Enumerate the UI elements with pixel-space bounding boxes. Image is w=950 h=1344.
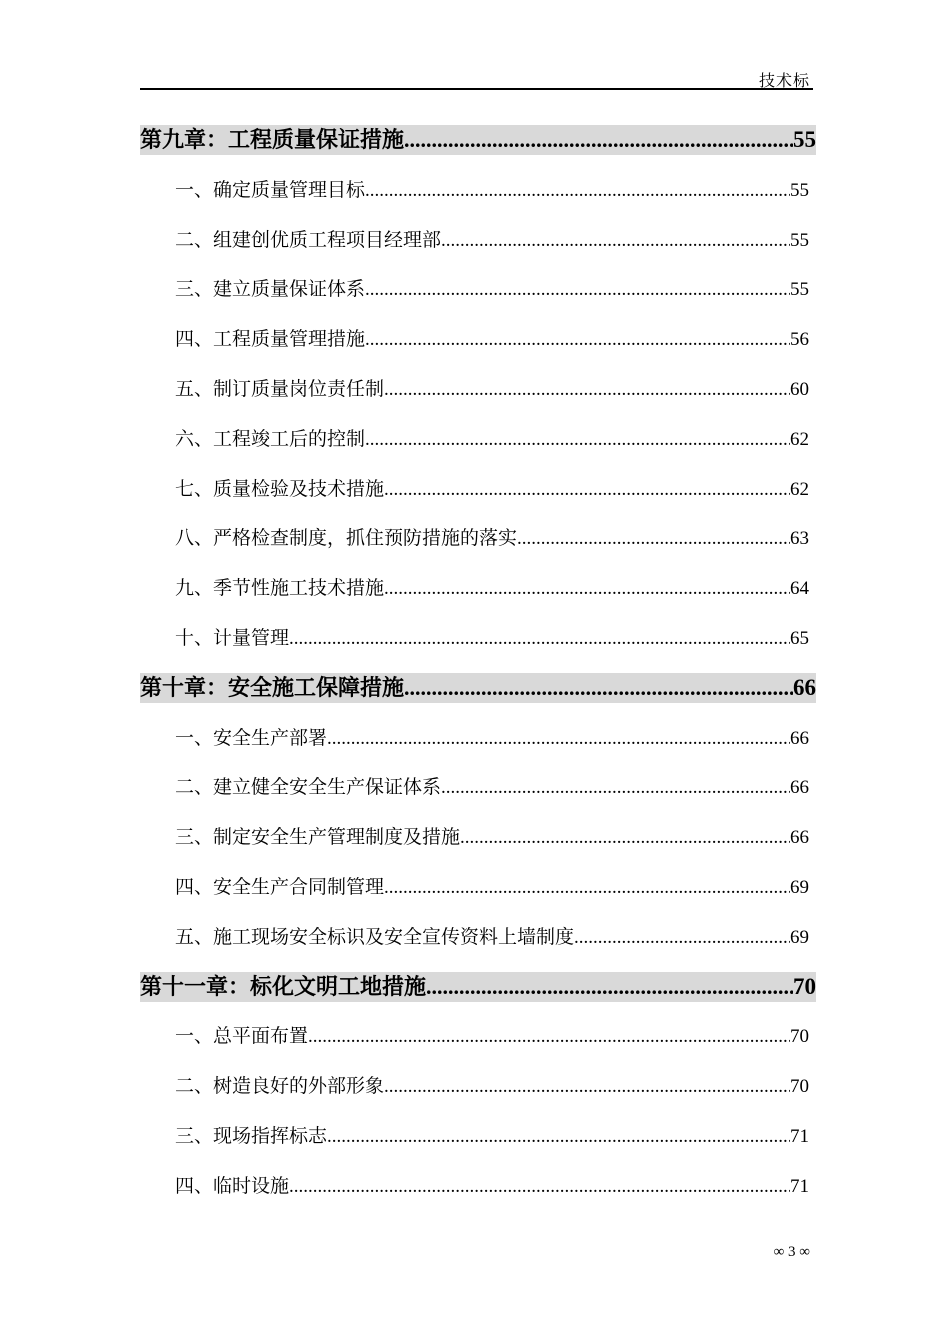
toc-leader-dots: [404, 673, 793, 703]
toc-entry-title: 一、总平面布置: [175, 1025, 309, 1048]
toc-leader-dots: [460, 823, 790, 852]
toc-entry-page: 55: [790, 179, 809, 201]
toc-leader-dots: [289, 624, 790, 653]
toc-entry-page: 55: [790, 229, 809, 251]
header-rule: [140, 88, 813, 90]
toc-leader-dots: [441, 773, 790, 802]
toc-entry-title: 二、树造良好的外部形象: [175, 1075, 385, 1098]
toc-section-entry[interactable]: [175, 772, 809, 802]
toc-section-entry[interactable]: [175, 623, 809, 653]
toc-leader-dots: [384, 1072, 790, 1101]
toc-entry-title: 一、安全生产部署: [175, 726, 328, 749]
toc-entry-page: 62: [790, 478, 809, 500]
toc-leader-dots: [365, 325, 790, 354]
toc-entry-page: 66: [790, 727, 809, 749]
toc-section-entry[interactable]: [175, 922, 809, 952]
toc-entry-page: 62: [790, 428, 809, 450]
toc-entry-page: 66: [790, 827, 809, 849]
toc-entry-page: 69: [790, 926, 809, 948]
toc-entry-page: 64: [790, 578, 809, 600]
toc-section-entry[interactable]: [175, 1071, 809, 1101]
toc-leader-dots: [426, 972, 793, 1002]
toc-leader-dots: [441, 226, 790, 255]
toc-entry-page: 71: [790, 1126, 809, 1147]
toc-entry-page: 70: [790, 1076, 809, 1098]
toc-section-entry[interactable]: [175, 523, 809, 553]
toc-section-entry[interactable]: [175, 872, 809, 902]
toc-chapter-entry[interactable]: [140, 673, 816, 703]
toc-section-entry[interactable]: [175, 424, 809, 454]
toc-entry-title: 四、工程质量管理措施: [175, 328, 366, 351]
toc-leader-dots: [384, 873, 790, 902]
toc-entry-title: 三、现场指挥标志: [175, 1125, 328, 1147]
toc-leader-dots: [517, 524, 790, 553]
toc-entry-title: 八、严格检查制度，抓住预防措施的落实: [175, 527, 518, 550]
toc-chapter-entry[interactable]: [140, 972, 816, 1002]
toc-entry-title: 五、施工现场安全标识及安全宣传资料上墙制度: [175, 925, 575, 948]
toc-entry-page: 66: [793, 674, 816, 700]
toc-entry-page: 55: [790, 279, 809, 301]
toc-chapter-entry[interactable]: [140, 125, 816, 155]
toc-leader-dots: [365, 176, 790, 205]
toc-section-entry[interactable]: [175, 1121, 809, 1151]
toc-entry-title: 四、安全生产合同制管理: [175, 876, 385, 898]
toc-leader-dots: [327, 724, 790, 753]
toc-leader-dots: [384, 375, 790, 404]
toc-entry-page: 71: [790, 1175, 809, 1197]
page-number: ∞ 3 ∞: [773, 1244, 810, 1260]
toc-entry-title: 第九章：工程质量保证措施: [140, 127, 405, 153]
toc-section-entry[interactable]: [175, 1021, 809, 1051]
toc-section-entry[interactable]: [175, 723, 809, 753]
toc-entry-title: 第十章：安全施工保障措施: [140, 674, 405, 701]
toc-entry-title: 九、季节性施工技术措施: [175, 577, 385, 600]
toc-section-entry[interactable]: [175, 474, 809, 504]
toc-entry-title: 第十一章：标化文明工地措施: [140, 973, 427, 1000]
toc-entry-page: 69: [790, 877, 809, 898]
toc-leader-dots: [327, 1122, 790, 1151]
toc-entry-page: 70: [793, 973, 816, 999]
toc-leader-dots: [289, 1172, 790, 1201]
toc-entry-page: 70: [790, 1026, 809, 1048]
toc-entry-page: 55: [793, 127, 816, 152]
toc-section-entry[interactable]: [175, 175, 809, 205]
toc-entry-title: 二、建立健全安全生产保证体系: [175, 776, 442, 799]
toc-section-entry[interactable]: [175, 573, 809, 603]
toc-entry-title: 一、确定质量管理目标: [175, 178, 366, 201]
toc-entry-page: 66: [790, 777, 809, 799]
running-header: 技术标: [758, 71, 810, 90]
toc-entry-page: 63: [790, 528, 809, 550]
toc-section-entry[interactable]: [175, 1171, 809, 1201]
toc-leader-dots: [365, 425, 790, 454]
toc-entry-page: 65: [790, 628, 809, 649]
toc-leader-dots: [384, 475, 790, 504]
toc-leader-dots: [384, 574, 790, 603]
toc-entry-title: 二、组建创优质工程项目经理部: [175, 228, 442, 251]
toc-section-entry[interactable]: [175, 374, 809, 404]
toc-leader-dots: [365, 275, 790, 304]
toc-section-entry[interactable]: [175, 225, 809, 255]
toc-leader-dots: [574, 923, 790, 952]
toc-entry-title: 五、制订质量岗位责任制: [175, 378, 385, 400]
toc-entry-title: 四、临时设施: [175, 1174, 290, 1197]
toc-entry-title: 十、计量管理: [175, 627, 290, 649]
toc-entry-title: 三、建立质量保证体系: [175, 278, 366, 301]
toc-entry-title: 六、工程竣工后的控制: [175, 427, 366, 450]
toc-entry-title: 七、质量检验及技术措施: [175, 477, 385, 500]
toc-leader-dots: [308, 1022, 790, 1051]
toc-leader-dots: [404, 125, 793, 155]
toc-section-entry[interactable]: [175, 274, 809, 304]
toc-section-entry[interactable]: [175, 822, 809, 852]
toc-entry-page: 60: [790, 379, 809, 400]
toc-section-entry[interactable]: [175, 324, 809, 354]
toc-entry-page: 56: [790, 329, 809, 351]
toc-entry-title: 三、制定安全生产管理制度及措施: [175, 826, 461, 849]
